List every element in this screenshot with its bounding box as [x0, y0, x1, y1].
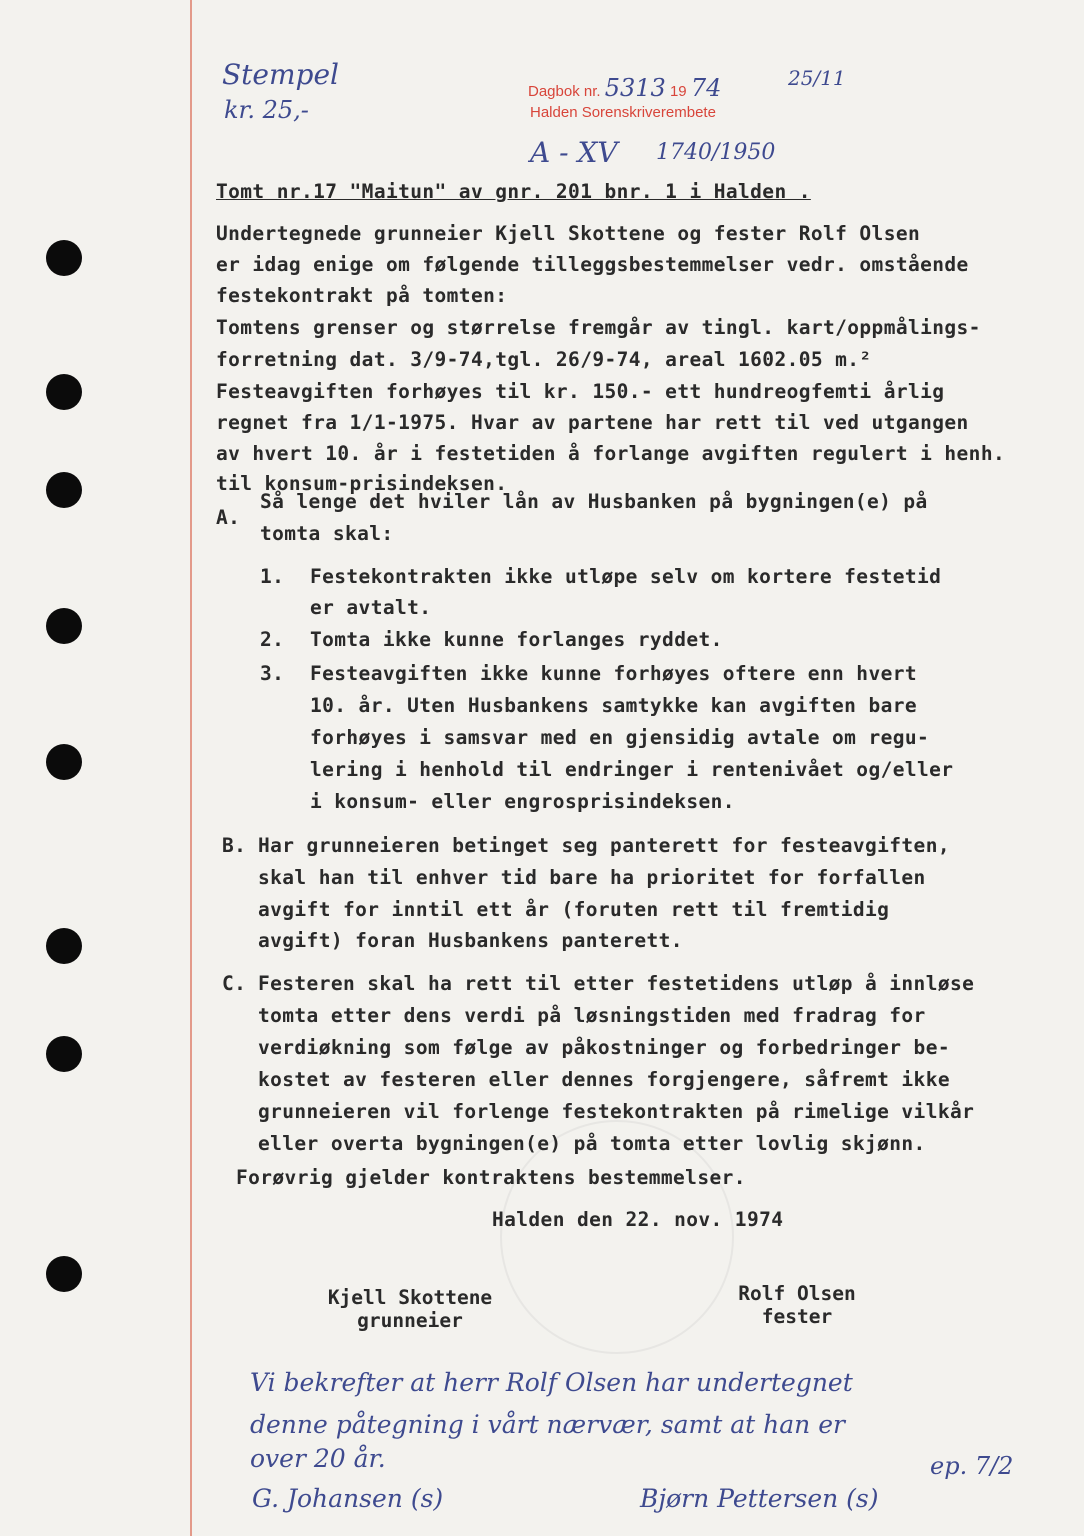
grunneier-role: grunneier [357, 1309, 463, 1332]
section-a-intro: tomta skal: [260, 522, 394, 545]
stamp-date: 25/11 [788, 66, 846, 90]
punch-hole-icon [46, 608, 82, 644]
item-line: Tomta ikke kunne forlanges ryddet. [310, 628, 723, 651]
item-line: lering i henhold til endringer i rentenivået og/eller [310, 758, 954, 781]
punch-hole-icon [46, 928, 82, 964]
punch-hole-icon [46, 374, 82, 410]
item-number: 2. [260, 628, 285, 651]
item-line: forhøyes i samsvar med en gjensidig avtale om regu- [310, 726, 930, 749]
body-line: festekontrakt på tomten: [216, 284, 508, 307]
body-line: Tomtens grenser og størrelse fremgår av tingl. kart/oppmålings- [216, 316, 981, 339]
dagbok-stamp [528, 74, 721, 102]
body-line: regnet fra 1/1-1975. Hvar av partene har rett til ved utgangen [216, 411, 969, 434]
body-line: av hvert 10. år i festetiden å forlange avgiften regulert i henh. [216, 442, 1006, 465]
section-c-label: C. [222, 972, 247, 995]
item-number: 3. [260, 662, 285, 685]
fester-name: Rolf Olsen [738, 1282, 856, 1305]
case-reference: A - XV [530, 136, 618, 169]
section-b-line: Har grunneieren betinget seg panterett for festeavgiften, [258, 834, 950, 857]
section-c-line: tomta etter dens verdi på løsningstiden med fradrag for [258, 1004, 926, 1027]
body-line: forretning dat. 3/9-74,tgl. 26/9-74, areal 1602.05 m.² [216, 348, 872, 371]
dagbok-number: 5313 [604, 74, 666, 102]
witness-line: over 20 år. [250, 1444, 386, 1473]
section-a-intro: Så lenge det hviler lån av Husbanken på bygningen(e) på [260, 490, 928, 513]
closing-line: Forøvrig gjelder kontraktens bestemmelser. [236, 1166, 746, 1189]
punch-hole-icon [46, 240, 82, 276]
signature-fester [712, 1282, 882, 1328]
margin-line [190, 0, 192, 1536]
body-line: Undertegnede grunneier Kjell Skottene og fester Rolf Olsen [216, 222, 921, 245]
witness-line: denne påtegning i vårt nærvær, samt at han er [250, 1410, 845, 1439]
punch-hole-icon [46, 1256, 82, 1292]
item-line: Festeavgiften ikke kunne forhøyes oftere enn hvert [310, 662, 917, 685]
item-line: Festekontrakten ikke utløpe selv om kortere festetid [310, 565, 942, 588]
dagbok-year-prefix: 19 [669, 83, 687, 100]
section-c-line: verdiøkning som følge av påkostninger og forbedringer be- [258, 1036, 950, 1059]
signature-grunneier [300, 1286, 520, 1332]
item-line: 10. år. Uten Husbankens samtykke kan avgiften bare [310, 694, 917, 717]
punch-hole-icon [46, 1036, 82, 1072]
section-b-line: avgift for inntil ett år (foruten rett til fremtidig [258, 898, 890, 921]
item-line: i konsum- eller engrosprisindeksen. [310, 790, 735, 813]
section-b-line: skal han til enhver tid bare ha prioritet for forfallen [258, 866, 926, 889]
case-number: 1740/1950 [656, 140, 776, 165]
document-title: Tomt nr.17 "Maitun" av gnr. 201 bnr. 1 i Halden . [216, 180, 811, 203]
dagbok-label: Dagbok nr. [528, 83, 601, 100]
section-b-label: B. [222, 834, 247, 857]
punch-hole-icon [46, 472, 82, 508]
witness-line: Vi bekrefter at herr Rolf Olsen har undertegnet [250, 1368, 853, 1397]
body-line: Festeavgiften forhøyes til kr. 150.- ett hundreogfemti årlig [216, 380, 945, 403]
section-c-line: grunneieren vil forlenge festekontrakten på rimelige vilkår [258, 1100, 975, 1123]
stempel-note: Stempel [222, 58, 340, 91]
dagbok-year: 74 [690, 74, 722, 102]
witness-signature: G. Johansen (s) [252, 1484, 444, 1513]
section-c-line: eller overta bygningen(e) på tomta etter lovlig skjønn. [258, 1132, 926, 1155]
witness-signature: Bjørn Pettersen (s) [640, 1484, 879, 1513]
clerk-initials: ep. 7/2 [930, 1452, 1014, 1480]
faint-seal-watermark [500, 1120, 734, 1354]
item-line: er avtalt. [310, 596, 432, 619]
stempel-amount: kr. 25,- [224, 96, 309, 124]
item-number: 1. [260, 565, 285, 588]
grunneier-name: Kjell Skottene [327, 1286, 493, 1309]
section-c-line: kostet av festeren eller dennes forgjengere, såfremt ikke [258, 1068, 950, 1091]
punch-hole-icon [46, 744, 82, 780]
section-c-line: Festeren skal ha rett til etter festetidens utløp å innløse [258, 972, 975, 995]
section-b-line: avgift) foran Husbankens panterett. [258, 929, 683, 952]
section-a-label: A. [216, 506, 241, 529]
body-line: til konsum-prisindeksen. [216, 472, 508, 495]
place-date: Halden den 22. nov. 1974 [492, 1208, 784, 1231]
fester-role: fester [761, 1305, 833, 1328]
body-line: er idag enige om følgende tilleggsbestemmelser vedr. omstående [216, 253, 969, 276]
office-stamp: Halden Sorenskriverembete [530, 104, 716, 121]
